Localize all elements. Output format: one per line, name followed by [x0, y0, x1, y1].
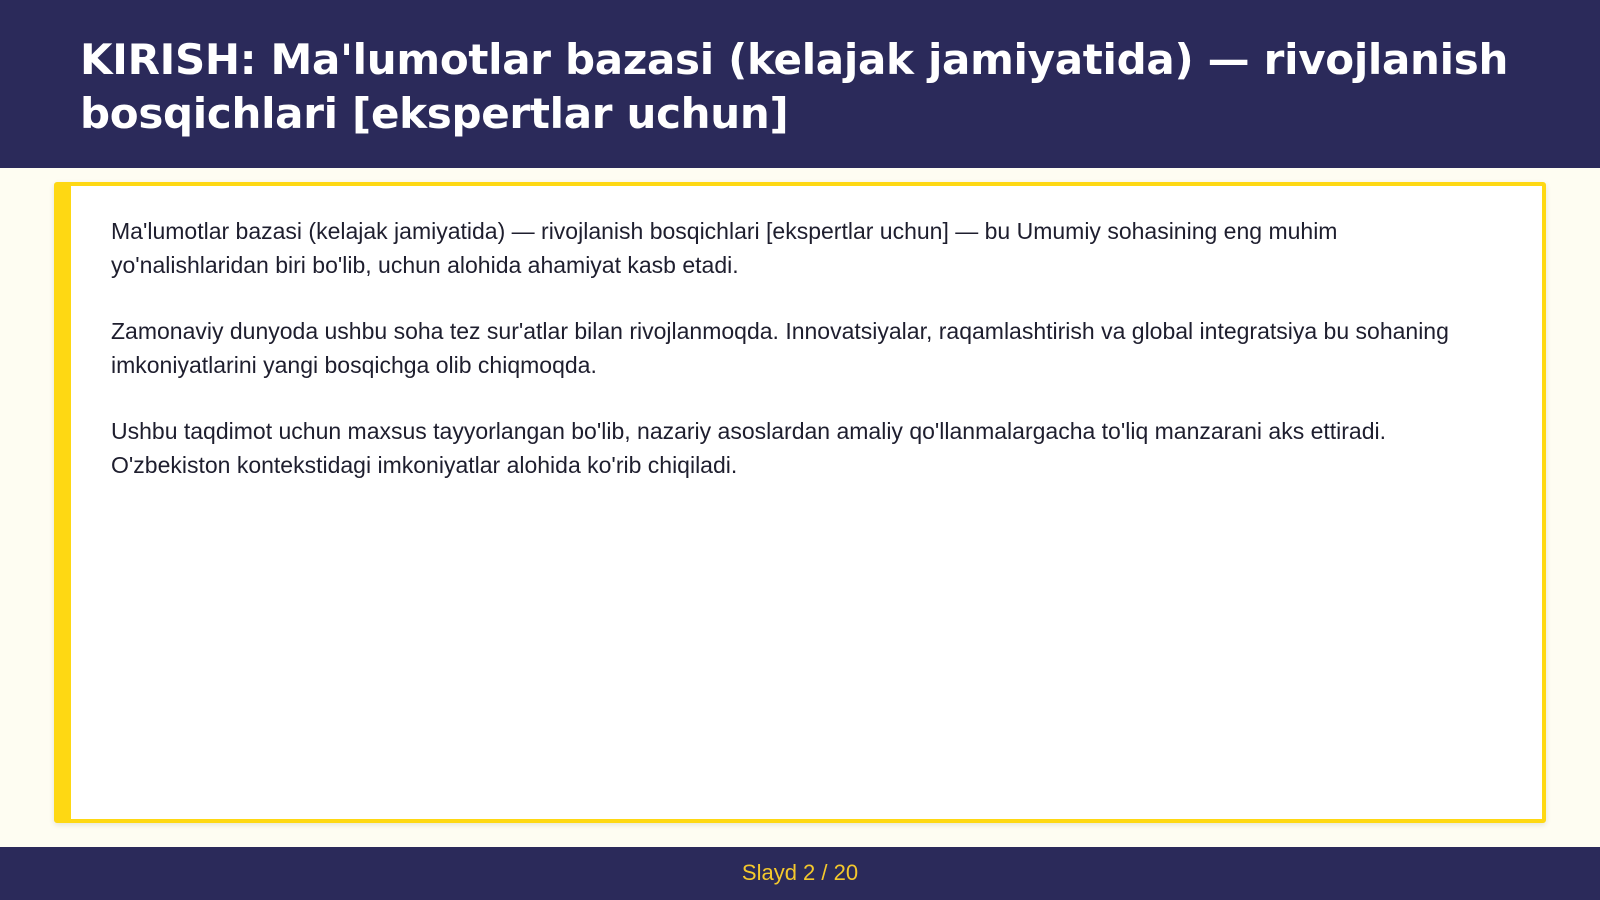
- intro-paragraph: Ma'lumotlar bazasi (kelajak jamiyatida) — rivojlanish bosqichlari [ekspertlar uchun] — bu Umumiy sohasining eng muhim yo'nalishlaridan biri bo'lib, uchun alohida ahamiyat kasb etadi.: [111, 218, 1338, 278]
- content-card: [54, 182, 1546, 823]
- slide-counter: Slayd 2 / 20: [741, 860, 859, 885]
- slide-header: [0, 0, 1600, 168]
- purpose-paragraph: Ushbu taqdimot uchun maxsus tayyorlangan bo'lib, nazariy asoslardan amaliy qo'llanmalargacha to'liq manzarani aks ettiradi. O'zbekiston kontekstidagi imkoniyatlar alohida ko'rib chiqiladi.: [111, 418, 1387, 478]
- slide-title: KIRISH: Ma'lumotlar bazasi (kelajak jamiyatida) — rivojlanish bosqichlari [ekspertlar uchun]: [80, 35, 1509, 138]
- slide-footer: [0, 847, 1600, 900]
- context-paragraph: Zamonaviy dunyoda ushbu soha tez sur'atlar bilan rivojlanmoqda. Innovatsiyalar, raqamlashtirish va global integratsiya bu sohaning imkoniyatlarini yangi bosqichga olib chiqmoqda.: [111, 318, 1449, 378]
